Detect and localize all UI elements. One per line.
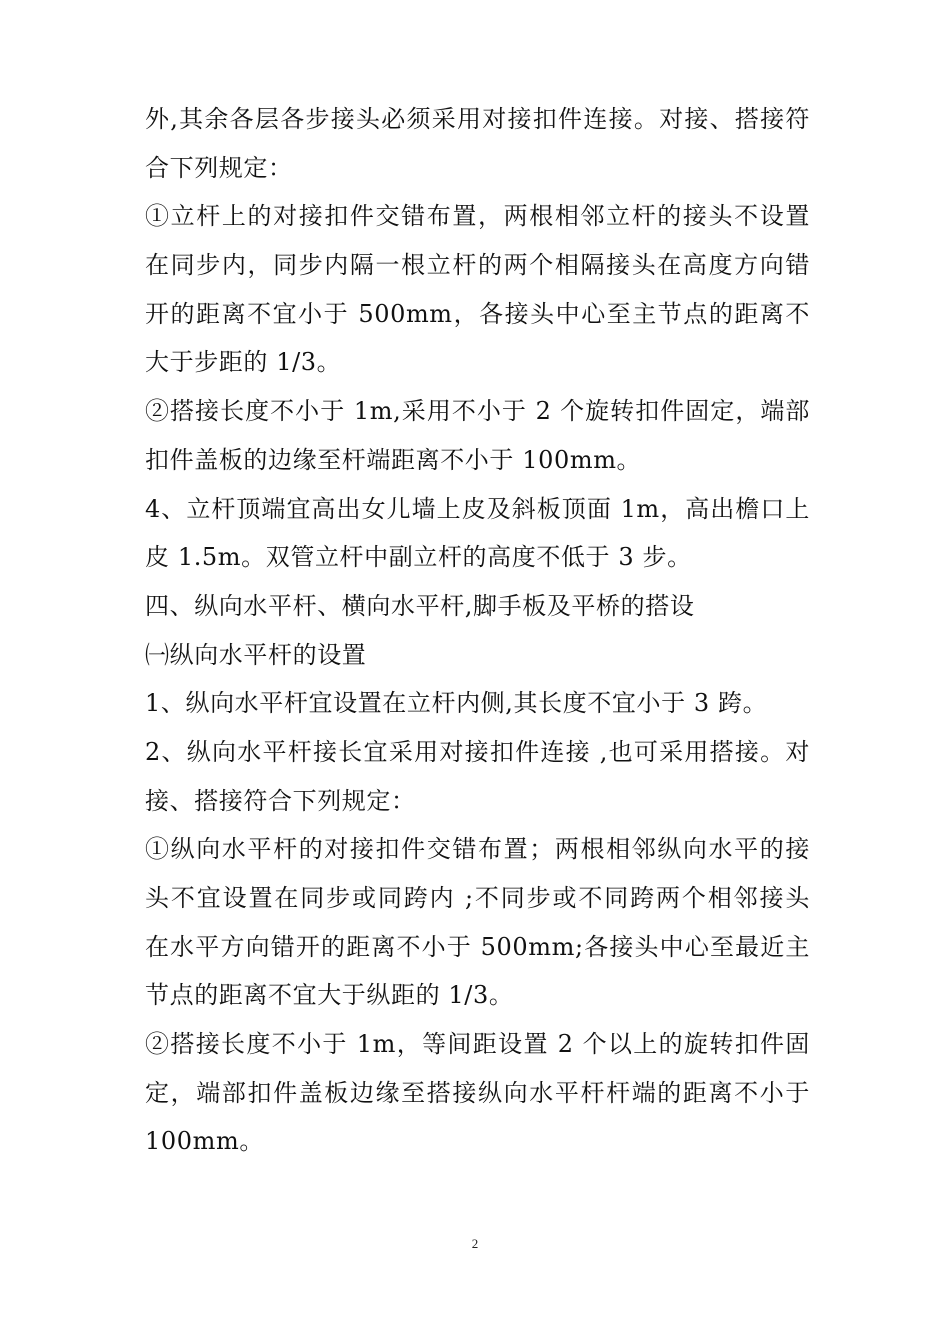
subsection-heading: ㈠纵向水平杆的设置	[145, 640, 367, 669]
body-text	[145, 95, 810, 1166]
text-line-18: 在水平方向错开的距离不小于 500mm;各接头中心至最近主	[145, 932, 810, 961]
text-line-15: 接、搭接符合下列规定：	[145, 786, 416, 815]
text-line-7: ②搭接长度不小于 1m,采用不小于 2 个旋转扣件固定，端部	[145, 397, 810, 426]
page-number: 2	[471, 1236, 479, 1251]
section-heading: 四、纵向水平杆、横向水平杆,脚手板及平桥的搭设	[145, 591, 695, 620]
text-line-21: 定，端部扣件盖板边缘至搭接纵向水平杆杆端的距离不小于	[145, 1078, 810, 1107]
text-line-10: 皮 1.5m。双管立杆中副立杆的高度不低于 3 步。	[145, 543, 692, 572]
text-line-9: 4、立杆顶端宜高出女儿墙上皮及斜板顶面 1m，高出檐口上	[145, 494, 810, 523]
text-line-22: 100mm。	[145, 1127, 264, 1156]
text-line-14: 2、纵向水平杆接长宜采用对接扣件连接 ,也可采用搭接。对	[145, 737, 810, 766]
text-line-13: 1、纵向水平杆宜设置在立杆内侧,其长度不宜小于 3 跨。	[145, 689, 768, 718]
text-line-5: 开的距离不宜小于 500mm，各接头中心至主节点的距离不	[145, 299, 810, 328]
text-line-1: 外,其余各层各步接头必须采用对接扣件连接。对接、搭接符	[145, 105, 810, 133]
text-line-2: 合下列规定：	[145, 153, 293, 182]
text-line-6: 大于步距的 1/3。	[145, 348, 342, 377]
text-line-16: ①纵向水平杆的对接扣件交错布置；两根相邻纵向水平的接	[145, 835, 810, 864]
text-line-17: 头不宜设置在同步或同跨内 ;不同步或不同跨两个相邻接头	[145, 884, 810, 912]
text-line-8: 扣件盖板的边缘至杆端距离不小于 100mm。	[145, 445, 642, 474]
text-line-4: 在同步内，同步内隔一根立杆的两个相隔接头在高度方向错	[145, 251, 810, 280]
text-line-19: 节点的距离不宜大于纵距的 1/3。	[145, 981, 514, 1010]
text-line-3: ①立杆上的对接扣件交错布置，两根相邻立杆的接头不设置	[145, 202, 810, 231]
text-line-20: ②搭接长度不小于 1m，等间距设置 2 个以上的旋转扣件固	[145, 1030, 810, 1059]
